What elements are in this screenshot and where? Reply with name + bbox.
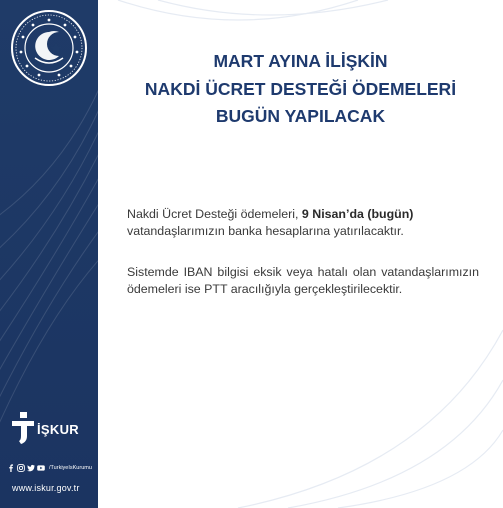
website-link[interactable]: www.iskur.gov.tr [12, 483, 80, 493]
youtube-icon[interactable] [37, 464, 45, 472]
ministry-seal-icon [9, 8, 89, 88]
instagram-icon[interactable] [17, 464, 25, 472]
payment-date-highlight: 9 Nisan’da (bugün) [301, 207, 414, 221]
paragraph-ptt-info: Sistemde IBAN bilgisi eksik veya hatalı olan vatandaşlarımızın ödemeleri ise PTT aracılığıyla gerçekleştirilecektir. [127, 265, 479, 296]
title-line-3: BUGÜN YAPILACAK [215, 106, 386, 126]
title-line-2: NAKDİ ÜCRET DESTEĞİ ÖDEMELERİ [144, 78, 457, 99]
paragraph-1-text: Nakdi Ücret Desteği ödemeleri, [127, 207, 302, 221]
main-content [98, 0, 503, 508]
page-title [98, 48, 503, 131]
sidebar [0, 0, 98, 508]
social-handle[interactable]: /TurkiyeIsKurumu [49, 465, 92, 471]
iskur-logo-text: İŞKUR [37, 422, 79, 437]
iskur-logo-mark [10, 410, 36, 446]
twitter-icon[interactable] [27, 464, 35, 472]
title-line-1: MART AYINA İLİŞKİN [213, 51, 388, 71]
iskur-logo [10, 410, 90, 446]
paragraph-payment-date [127, 206, 479, 240]
paragraph-1-text-end: vatandaşlarımızın banka hesaplarına yatırılacaktır. [127, 223, 404, 238]
social-links [7, 463, 97, 473]
facebook-icon[interactable] [7, 464, 15, 472]
